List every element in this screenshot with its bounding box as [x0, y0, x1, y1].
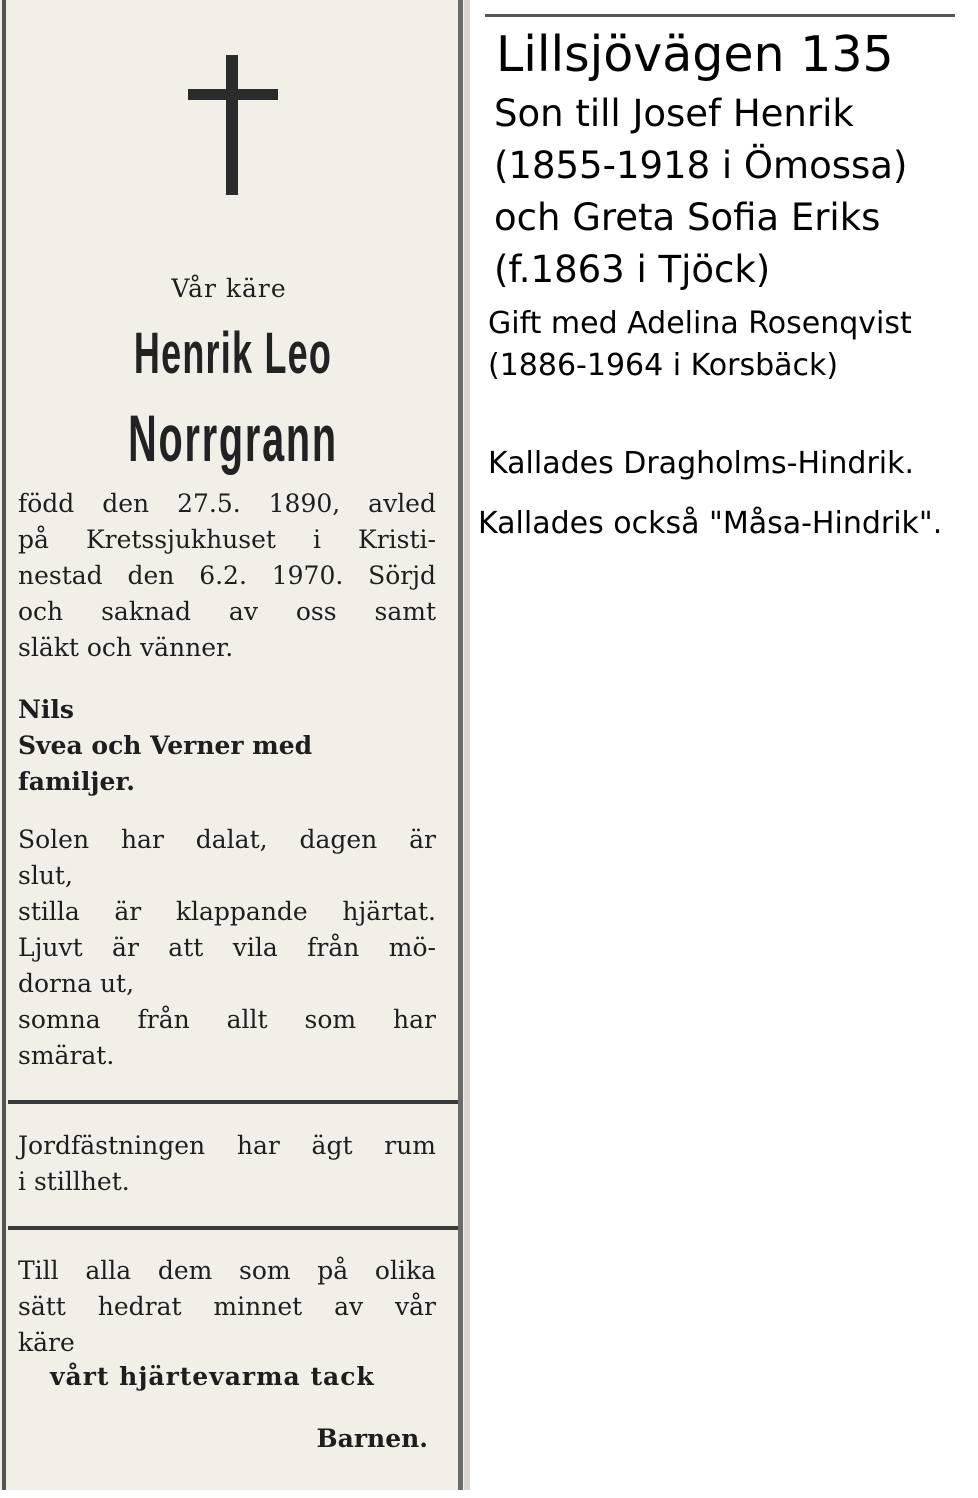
nickname-line: Kallades Dragholms-Hindrik. [488, 446, 915, 481]
poem [18, 822, 436, 1074]
divider [8, 1226, 458, 1230]
poem-line: Ljuvt är att vila från mö- [18, 933, 436, 962]
burial-notice [18, 1128, 436, 1200]
bio-line: på Kretssjukhuset i Kristi- [18, 525, 436, 554]
mourners [18, 692, 436, 800]
married-line: (1886-1964 i Korsbäck) [488, 348, 839, 383]
thanks-line: sätt hedrat minnet av vår [18, 1292, 436, 1321]
bio-line: nestad den 6.2. 1970. Sörjd [18, 561, 436, 590]
deceased-surname: Norrgrann [128, 401, 338, 475]
notes-top-rule [485, 14, 955, 17]
burial-line: i stillhet. [18, 1167, 130, 1196]
thanks-line: Till alla dem som på olika [18, 1256, 436, 1285]
poem-line: somna från allt som har [18, 1005, 436, 1034]
clipping-edge [464, 0, 470, 1490]
nickname-line: Kallades också "Måsa-Hindrik". [478, 506, 943, 541]
parent-line: och Greta Sofia Eriks [494, 196, 881, 239]
obituary-intro: Vår käre [171, 274, 287, 303]
poem-line: smärat. [18, 1041, 115, 1070]
clipping-right-border [458, 0, 463, 1490]
mourner-line: Nils [18, 695, 74, 724]
obituary-clipping [0, 0, 470, 1490]
parent-line: Son till Josef Henrik [494, 92, 854, 135]
poem-line: Solen har dalat, dagen är [18, 825, 436, 854]
mourner-line: familjer. [18, 767, 135, 796]
mourner-line: Svea och Verner med [18, 731, 313, 760]
married-line: Gift med Adelina Rosenqvist [488, 306, 912, 341]
bio-line: född den 27.5. 1890, avled [18, 489, 436, 518]
bio-text [18, 486, 436, 666]
thanks-phrase: vårt hjärtevarma tack [50, 1362, 375, 1391]
poem-line: stilla är klappande hjärtat. [18, 897, 436, 926]
thanks-line: käre [18, 1328, 75, 1357]
poem-line: dorna ut, [18, 969, 135, 998]
deceased-first-names: Henrik Leo [133, 321, 333, 386]
parent-line: (f.1863 i Tjöck) [494, 248, 771, 291]
bio-line: och saknad av oss samt [18, 597, 436, 626]
poem-line: slut, [18, 861, 73, 890]
thanks-notice [18, 1253, 436, 1361]
burial-line: Jordfästningen har ägt rum [18, 1131, 436, 1160]
divider [8, 1100, 458, 1104]
address-title: Lillsjövägen 135 [496, 26, 894, 83]
bio-line: släkt och vänner. [18, 633, 234, 662]
clipping-left-border [2, 0, 6, 1490]
parent-line: (1855-1918 i Ömossa) [494, 144, 908, 187]
signature: Barnen. [316, 1424, 428, 1453]
